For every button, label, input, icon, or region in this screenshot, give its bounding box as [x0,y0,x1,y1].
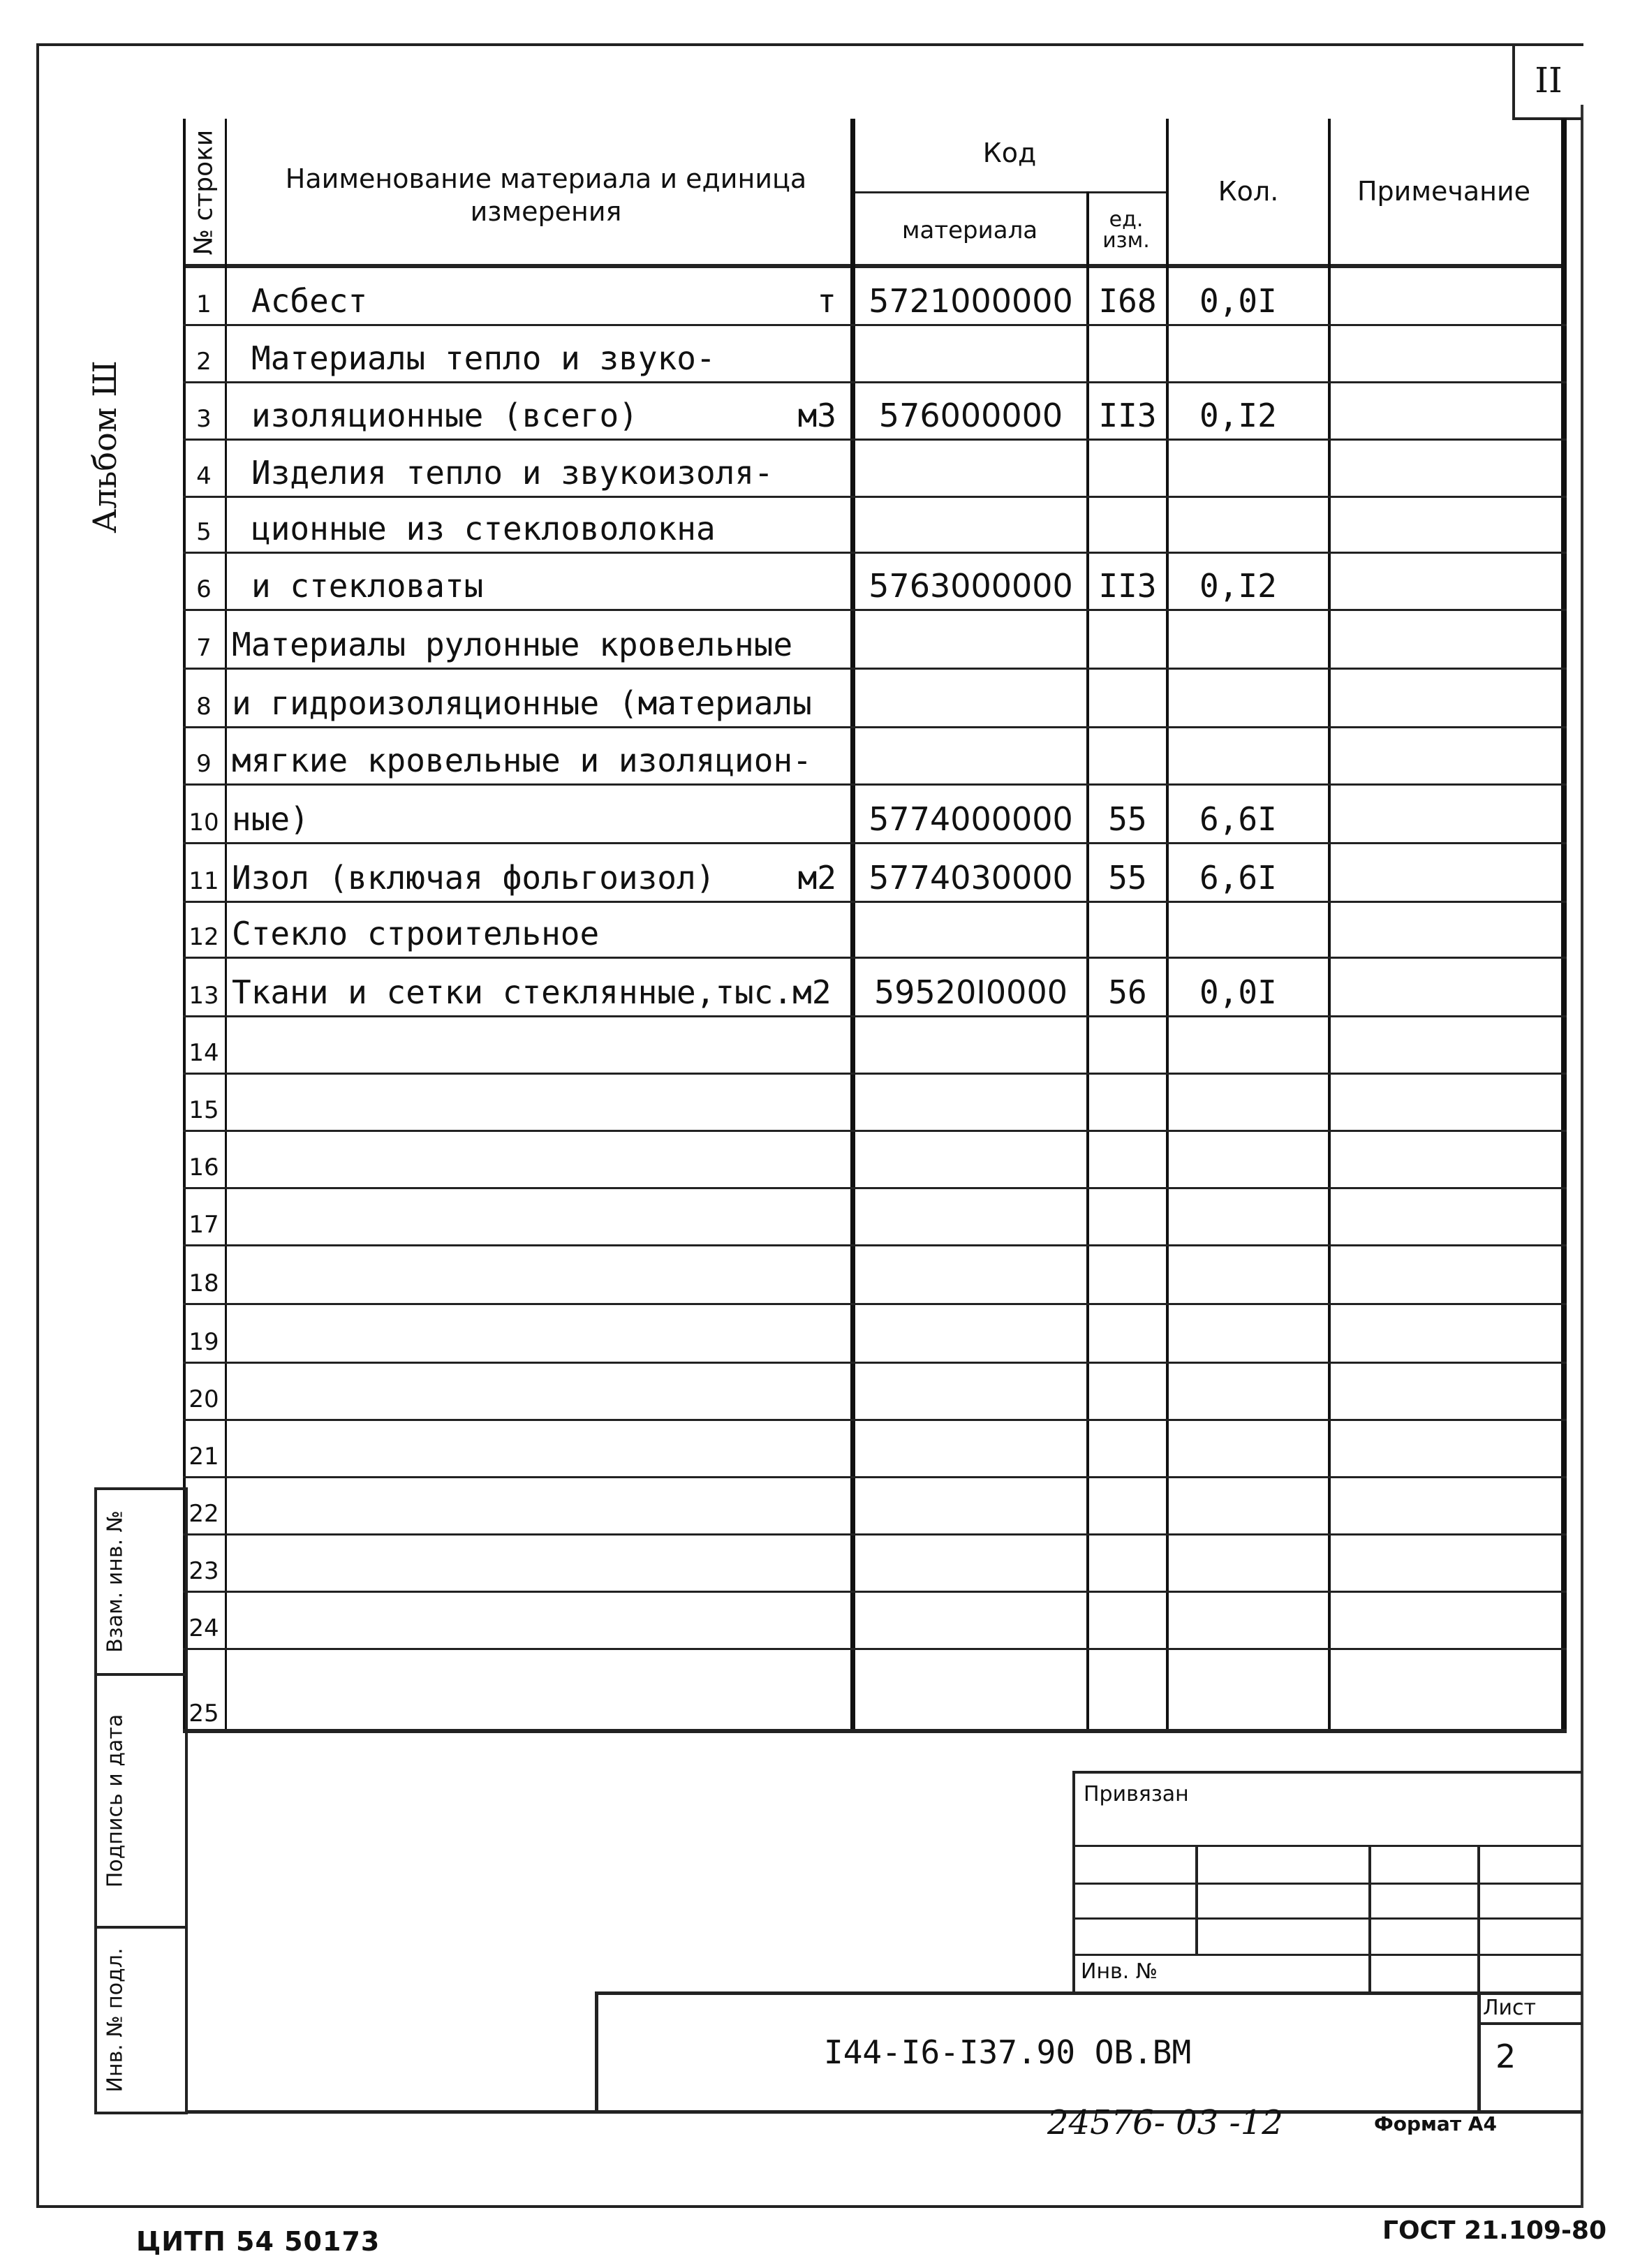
row-number: 20 [189,1385,219,1413]
unit-code [1089,324,1166,381]
material-code [855,1244,1086,1303]
footer-right-standard: ГОСТ 21.109-80 [1382,2216,1607,2245]
table-row [183,1362,1567,1419]
material-unit [714,1362,846,1419]
material-name: Материалы тепло и звуко- [251,339,716,377]
table-row [183,1648,1567,1733]
table-row [183,268,1567,324]
row-number: 14 [189,1039,219,1067]
material-code: 5721000000 [869,282,1073,320]
header-name: Наименование материала и единица измерения [285,163,807,227]
unit-code [1089,1591,1166,1648]
row-number: 21 [189,1443,219,1471]
unit-code [1089,1015,1166,1073]
row-number: 16 [189,1154,219,1181]
row-number: 1 [196,290,212,318]
material-unit [714,1591,846,1648]
sheet-cell-divider [1477,2022,1582,2025]
quantity-value [1169,1187,1328,1244]
row-number: 24 [189,1614,219,1642]
quantity-value [1169,1419,1328,1476]
material-unit [714,552,846,609]
table-row [183,1419,1567,1476]
table-row [183,783,1567,842]
quantity-value [1169,1476,1328,1533]
material-unit [714,1073,846,1130]
table-row [183,552,1567,609]
linked-box-col-1 [1195,1845,1198,1954]
material-code: 59520I0000 [874,973,1068,1011]
row-number: 7 [196,634,212,662]
material-unit [714,609,846,668]
material-code: 576000000 [878,397,1063,434]
material-code [855,1533,1086,1591]
unit-code: II3 [1098,567,1157,605]
title-block-bottom-line [185,2110,1583,2114]
linked-box-left [1072,1771,1075,1993]
linked-box-row-1 [1072,1845,1582,1847]
material-unit: м3 [797,397,836,434]
material-code: 5763000000 [869,567,1073,605]
material-code [855,726,1086,783]
material-code [855,1130,1086,1187]
row-number: 11 [189,867,219,895]
table-row [183,609,1567,668]
material-code [855,439,1086,496]
document-number: I44-I6-I37.90 ОВ.ВМ [824,2033,1192,2071]
header-note: Примечание [1357,176,1531,207]
doc-box-left [595,1991,598,2113]
linked-box-top [1072,1771,1582,1774]
row-number: 10 [189,809,219,837]
quantity-value [1169,324,1328,381]
quantity-value [1169,1244,1328,1303]
sheet-cell-left [1477,1991,1481,2113]
row-number: 5 [196,518,212,546]
table-row [183,1591,1567,1648]
material-code [855,901,1086,957]
header-quantity: Кол. [1218,176,1279,207]
quantity-value [1169,1362,1328,1419]
quantity-value: 0,I2 [1199,567,1277,605]
linked-label: Привязан [1084,1782,1189,1806]
unit-code [1089,1130,1166,1187]
quantity-value [1169,668,1328,726]
material-unit: м2 [797,859,836,897]
material-unit [714,1015,846,1073]
row-number: 18 [189,1269,219,1297]
quantity-value [1169,1533,1328,1591]
header-code: Код [982,138,1037,169]
linked-box-row-2 [1072,1883,1582,1885]
table-row [183,1533,1567,1591]
row-number: 12 [189,923,219,951]
unit-code [1089,901,1166,957]
table-bottom-border [183,1729,1567,1733]
material-name: и стекловаты [251,567,484,605]
row-number: 22 [189,1500,219,1528]
material-unit [714,1419,846,1476]
row-number: 19 [189,1328,219,1356]
table-row [183,1476,1567,1533]
material-code [855,496,1086,552]
material-unit [714,1533,846,1591]
header-code-divider [853,191,1167,193]
header-code-material: материала [901,216,1038,244]
material-unit [714,783,846,842]
quantity-value [1169,1303,1328,1362]
material-code [855,668,1086,726]
quantity-value: 6,6I [1199,859,1277,897]
table-row [183,1244,1567,1303]
unit-code [1089,1073,1166,1130]
table-row [183,1015,1567,1073]
row-number: 13 [189,982,219,1010]
row-number: 25 [189,1700,219,1728]
quantity-value [1169,1591,1328,1648]
unit-code: I68 [1098,282,1157,320]
quantity-value: 0,0I [1199,282,1277,320]
material-unit [714,668,846,726]
album-label: Альбом Ш [86,360,124,533]
unit-code [1089,726,1166,783]
material-code [855,1476,1086,1533]
row-number: 8 [196,693,212,721]
unit-code [1089,668,1166,726]
table-row [183,496,1567,552]
stamp-signature-date-label: Подпись и дата [103,1714,128,1888]
material-name: ные) [232,800,309,838]
material-code [855,1015,1086,1073]
material-name: ционные из стекловолокна [251,510,716,547]
table-row [183,381,1567,439]
quantity-value [1169,901,1328,957]
materials-table [183,119,1567,1733]
material-unit [714,496,846,552]
material-code [855,1648,1086,1733]
header-row-number: № строки [189,129,219,255]
material-name: Изделия тепло и звукоизоля- [251,454,774,492]
unit-code: 55 [1108,800,1147,838]
material-unit [714,1130,846,1187]
material-code [855,1591,1086,1648]
top-sheet-number: II [1512,43,1582,120]
inv-no-label: Инв. № [1081,1959,1158,1984]
material-unit: т [817,282,836,320]
material-unit [714,726,846,783]
material-unit [714,901,846,957]
quantity-value [1169,1073,1328,1130]
material-code: 5774000000 [869,800,1073,838]
material-code [855,1187,1086,1244]
quantity-value: 0,I2 [1199,397,1277,434]
table-row [183,842,1567,901]
unit-code [1089,1244,1166,1303]
table-row [183,901,1567,957]
material-unit [714,1303,846,1362]
material-code [855,1362,1086,1419]
table-row [183,324,1567,381]
material-unit [714,1648,846,1733]
unit-code: II3 [1098,397,1157,434]
material-code [855,1303,1086,1362]
unit-code [1089,1476,1166,1533]
material-name: Материалы рулонные кровельные [232,626,793,663]
row-number: 2 [196,348,212,376]
row-number: 17 [189,1211,219,1239]
unit-code [1089,1187,1166,1244]
table-row [183,1303,1567,1362]
linked-box-row-3 [1072,1917,1582,1920]
unit-code [1089,609,1166,668]
unit-code [1089,1648,1166,1733]
material-name: мягкие кровельные и изоляцион- [232,742,812,779]
material-code [855,324,1086,381]
sheet-label: Лист [1483,1996,1537,2020]
table-row [183,1130,1567,1187]
unit-code [1089,1419,1166,1476]
material-name: Ткани и сетки стеклянные,тыс.м2 [232,973,832,1011]
stamp-inv-original-label: Инв. № подл. [103,1947,128,2093]
material-code [855,609,1086,668]
material-name: Изол (включая фольгоизол) [232,859,716,897]
table-row [183,1073,1567,1130]
quantity-value [1169,726,1328,783]
unit-code [1089,439,1166,496]
material-name: Стекло строительное [232,915,600,952]
quantity-value [1169,609,1328,668]
stamp-inv-replace-label: Взам. инв. № [103,1510,128,1653]
unit-code [1089,1533,1166,1591]
linked-box-col-3 [1477,1845,1480,1993]
material-code [855,1073,1086,1130]
handwritten-number: 24576- 03 -12 [1047,2103,1283,2142]
unit-code: 55 [1108,859,1147,897]
quantity-value: 6,6I [1199,800,1277,838]
row-number: 4 [196,462,212,490]
material-code [855,1419,1086,1476]
table-row [183,957,1567,1015]
drawing-frame-right-edge [1581,105,1583,2208]
material-code: 5774030000 [869,859,1073,897]
sheet-number: 2 [1495,2038,1516,2075]
material-unit [714,957,846,1015]
row-number: 23 [189,1557,219,1585]
quantity-value [1169,439,1328,496]
quantity-value [1169,1015,1328,1073]
table-row [183,1187,1567,1244]
unit-code [1089,1362,1166,1419]
row-number: 3 [196,405,212,433]
header-code-unit: ед. изм. [1102,207,1150,253]
material-unit [714,1244,846,1303]
quantity-value [1169,1130,1328,1187]
linked-box-col-2 [1368,1845,1371,1993]
quantity-value: 0,0I [1199,973,1277,1011]
material-unit [714,324,846,381]
material-name: Асбест [251,282,368,320]
material-unit [714,439,846,496]
footer-left-code: ЦИТП 54 50173 [136,2226,381,2257]
material-unit [714,1187,846,1244]
unit-code [1089,496,1166,552]
material-name: и гидроизоляционные (материалы [232,684,812,722]
material-unit [714,1476,846,1533]
row-number: 9 [196,750,212,778]
row-number: 6 [196,575,212,603]
table-row [183,439,1567,496]
table-row [183,668,1567,726]
table-row [183,726,1567,783]
unit-code: 56 [1108,973,1147,1011]
linked-box-row-4 [1072,1954,1582,1956]
doc-box-top [595,1991,1582,1995]
row-number: 15 [189,1096,219,1124]
quantity-value [1169,496,1328,552]
quantity-value [1169,1648,1328,1733]
material-name: изоляционные (всего) [251,397,638,434]
format-label: Формат А4 [1374,2112,1497,2135]
unit-code [1089,1303,1166,1362]
